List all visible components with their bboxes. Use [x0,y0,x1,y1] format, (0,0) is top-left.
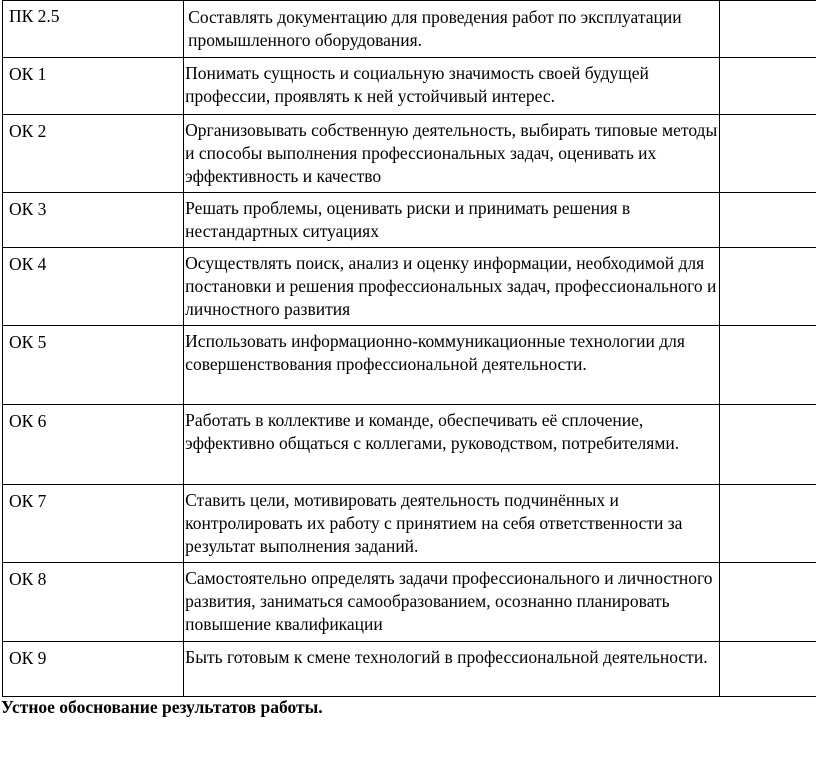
competency-description: Самостоятельно определять задачи профессионального и личностного развития, заниматься самообразованием, осознанно планировать повышение квалификации [184,563,719,642]
competency-description: Составлять документацию для проведения работ по эксплуатации промышленного оборудования. [184,1,719,58]
competency-description: Использовать информационно-коммуникационные технологии для совершенствования профессиональной деятельности. [184,326,719,405]
competency-code: ОК 5 [3,326,184,405]
competency-description: Ставить цели, мотивировать деятельность подчинённых и контролировать их работу с принятием на себя ответственности за результат выполнения заданий. [184,485,719,563]
assessment-cell [719,193,816,248]
assessment-cell [719,485,816,563]
competency-description: Работать в коллективе и команде, обеспечивать её сплочение, эффективно общаться с коллегами, руководством, потребителями. [184,405,719,485]
table-row [3,642,816,697]
assessment-cell [719,563,816,642]
competency-code: ОК 8 [3,563,184,642]
table-row [3,248,816,326]
table-row [3,58,816,115]
competency-description: Решать проблемы, оценивать риски и принимать решения в нестандартных ситуациях [184,193,719,248]
assessment-cell [719,115,816,193]
competency-code: ОК 4 [3,248,184,326]
competency-code: ОК 2 [3,115,184,193]
table-row [3,563,816,642]
competency-code: ОК 1 [3,58,184,115]
table-row [3,1,816,58]
assessment-cell [719,642,816,697]
assessment-cell [719,405,816,485]
table-row [3,115,816,193]
competency-code: ОК 7 [3,485,184,563]
table-row [3,326,816,405]
competency-description: Понимать сущность и социальную значимость своей будущей профессии, проявлять к ней устойчивый интерес. [184,58,719,115]
assessment-cell [719,1,816,58]
competency-description: Осуществлять поиск, анализ и оценку информации, необходимой для постановки и решения профессиональных задач, профессионального и личностного развития [184,248,719,326]
table-row [3,485,816,563]
assessment-cell [719,248,816,326]
assessment-cell [719,326,816,405]
oral-justification-note: Устное обоснование результатов работы. [1,697,323,717]
competency-description: Организовывать собственную деятельность, выбирать типовые методы и способы выполнения профессиональных задач, оценивать их эффективность и качество [184,115,719,193]
competency-code: ОК 6 [3,405,184,485]
table-row [3,193,816,248]
competency-description: Быть готовым к смене технологий в профессиональной деятельности. [184,642,719,697]
competency-code: ОК 3 [3,193,184,248]
competency-table [2,0,816,697]
competency-code: ОК 9 [3,642,184,697]
competency-code: ПК 2.5 [3,1,184,58]
table-row [3,405,816,485]
assessment-cell [719,58,816,115]
